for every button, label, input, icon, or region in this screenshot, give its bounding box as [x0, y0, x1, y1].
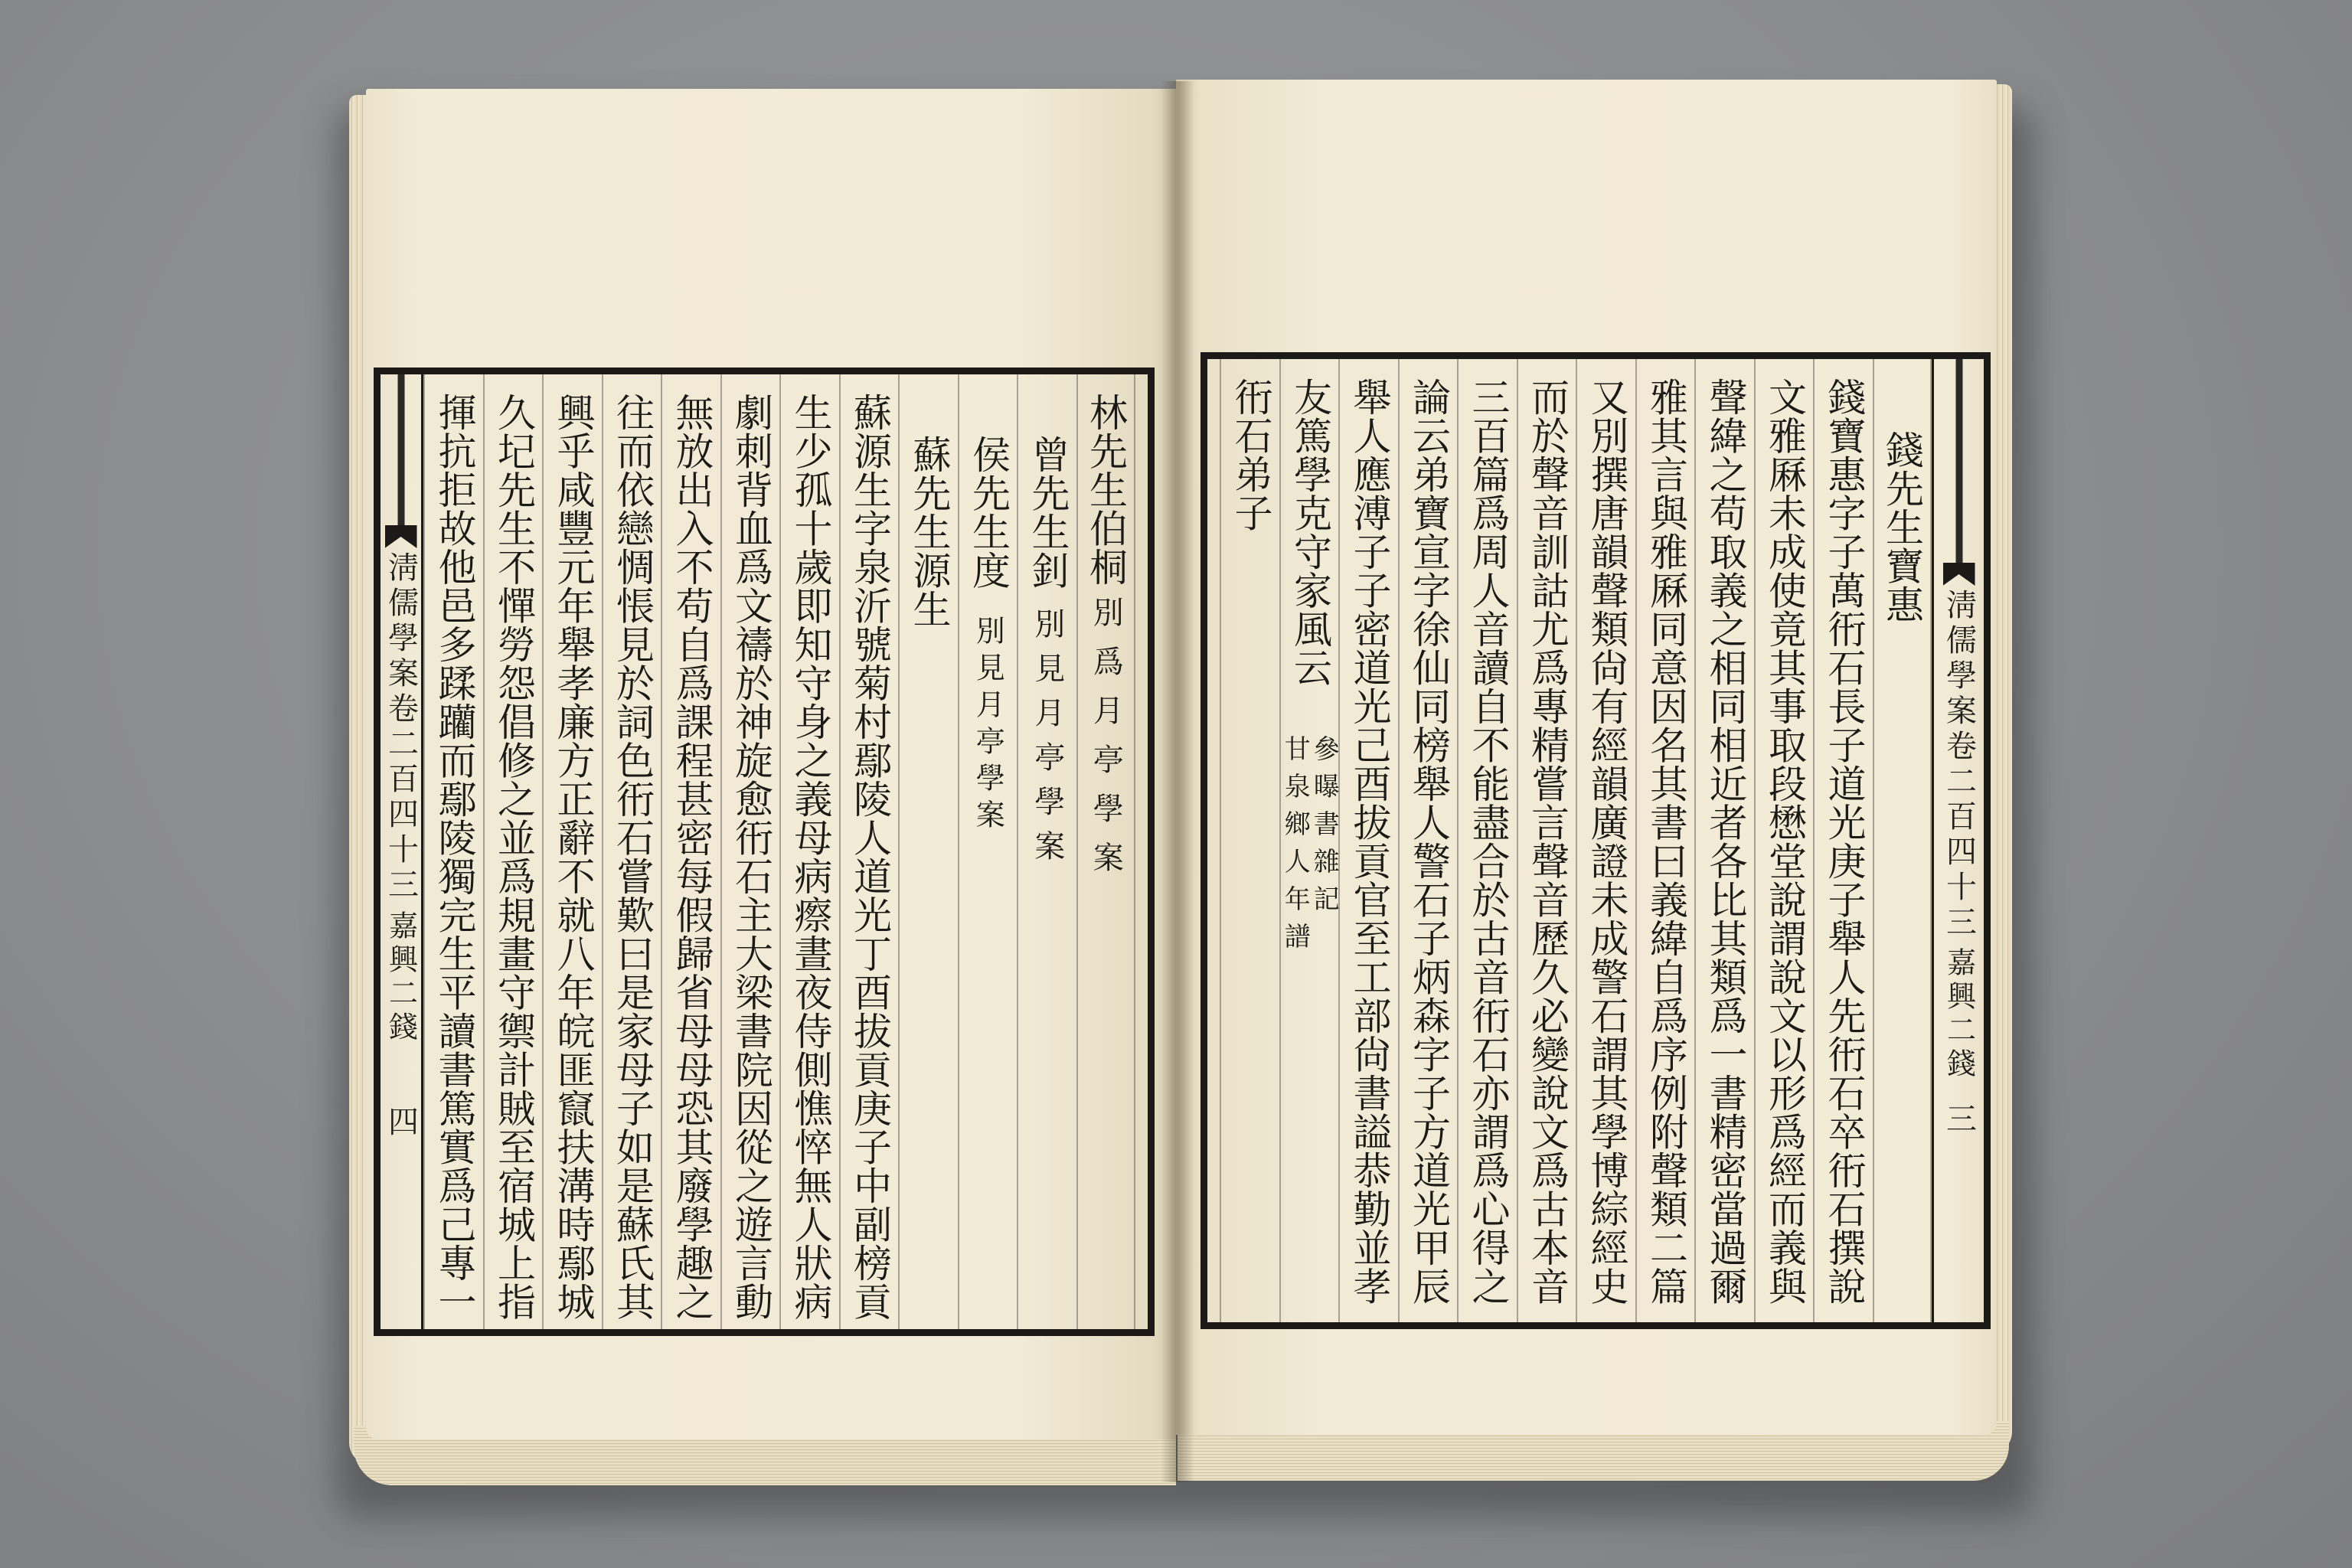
elephant-trunk-mark: [397, 374, 404, 525]
text-column: [1398, 359, 1458, 1322]
text-column: [1017, 374, 1076, 1329]
heading-text: 蘇先生源生: [906, 435, 952, 629]
body-text: 論云弟寶宣字徐仙同榜舉人警石子炳森字子方道光甲辰: [1406, 377, 1451, 1305]
text-column: [483, 374, 543, 1329]
elephant-trunk-mark: [1955, 359, 1962, 563]
body-text: 劇刺背血爲文禱於神旋愈衎石主大梁書院因從之遊言動: [729, 393, 773, 1321]
heading-text: 林先生伯桐: [1083, 393, 1128, 586]
body-text: 久圮先生不憚勞怨倡修之並爲規畫守禦計賊至宿城上指: [492, 393, 536, 1321]
body-text: 往而依戀惆悵見於詞色衎石嘗歎曰是家母子如是蘇氏其: [610, 393, 655, 1321]
text-column: [661, 374, 720, 1329]
heading-text: 侯先生度: [966, 435, 1011, 590]
body-text: 雅其言與雅厤同意因名其書曰義緯自爲序例附聲類二篇: [1644, 377, 1688, 1305]
text-column: [423, 374, 483, 1329]
text-column: [1338, 359, 1398, 1322]
text-column: [1517, 359, 1576, 1322]
text-column: [898, 374, 958, 1329]
annotation-note: 別見月亭學案: [971, 616, 1005, 836]
running-head-title: 淸儒學案卷二百四十三: [383, 551, 419, 903]
book-spine-gutter: [1161, 81, 1194, 1482]
text-column: [1220, 359, 1279, 1322]
page-number: 三: [1941, 1102, 1977, 1133]
note-right-line: 參曝書雜記: [1308, 735, 1340, 923]
text-column: [1694, 359, 1754, 1322]
left-page-print-frame: [374, 368, 1155, 1336]
heading-text: 錢先生寶惠: [1880, 430, 1924, 624]
right-running-head: [1932, 359, 1984, 1322]
right-page-print-frame: [1200, 352, 1991, 1329]
text-column: [839, 374, 899, 1329]
body-text: 興乎咸豐元年舉孝廉方正辭不就八年皖匪竄扶溝時鄢城: [550, 393, 596, 1321]
running-head-section: 嘉興二錢: [384, 910, 418, 1045]
running-head-title: 淸儒學案卷二百四十三: [1941, 589, 1977, 941]
body-text: 舉人應溥子子密道光己酉拔貢官至工部尙書謚恭勤並孝: [1347, 377, 1392, 1305]
annotation-note: 別爲月亭學案: [1088, 596, 1124, 890]
text-column: [1457, 359, 1517, 1322]
body-text: 又別撰唐韻聲類尙有經韻廣證未成警石謂其學博綜經史: [1584, 377, 1629, 1305]
text-column: [1813, 359, 1873, 1322]
note-left-line: 甘泉鄉人年譜: [1279, 735, 1311, 960]
body-text: 三百篇爲周人音讀自不能盡合於古音衎石亦謂爲心得之: [1465, 377, 1511, 1305]
right-text-columns: [1220, 359, 1932, 1322]
text-column: [958, 374, 1018, 1329]
fishtail-mark: [1943, 563, 1975, 586]
text-column: [1576, 359, 1635, 1322]
text-column: [779, 374, 839, 1329]
body-text: 文雅厤未成使竟其事取段懋堂說謂說文以形爲經而義與: [1762, 377, 1807, 1305]
running-head-section: 嘉興二錢: [1942, 947, 1976, 1082]
text-column: [1873, 359, 1932, 1322]
double-line-note: [1279, 735, 1340, 960]
body-text: 生少孤十歲即知守身之義母病瘵晝夜侍側憔悴無人狀病: [788, 393, 833, 1321]
text-column: [1635, 359, 1695, 1322]
body-text: 而於聲音訓詁尤爲專精嘗言聲音歷久必變說文爲古本音: [1525, 377, 1570, 1305]
text-column: [1754, 359, 1814, 1322]
annotation-note: 別見月亭學案: [1029, 608, 1065, 874]
body-text: 蘇源生字泉沂號菊村鄢陵人道光丁酉拔貢庚子中副榜貢: [848, 393, 892, 1321]
left-running-head: [381, 374, 423, 1329]
page-number: 四: [383, 1106, 419, 1136]
body-text: 錢寶惠字子萬衎石長子道光庚子舉人先衎石卒衎石撰說: [1821, 377, 1867, 1305]
text-column: [1279, 359, 1339, 1322]
text-column: [720, 374, 780, 1329]
text-column: [542, 374, 602, 1329]
body-text: 衎石弟子: [1228, 377, 1273, 532]
text-column: [1076, 374, 1136, 1329]
left-text-columns: [423, 374, 1135, 1329]
body-text: 友篤學克守家風云: [1288, 377, 1332, 687]
fishtail-mark: [385, 525, 417, 548]
body-text: 無放出入不苟自爲課程甚密每假歸省母母恐其廢學趣之: [669, 393, 714, 1321]
body-text: 聲緯之苟取義之相同相近者各比其類爲一書精密當過爾: [1703, 377, 1748, 1305]
heading-text: 曾先生釗: [1025, 435, 1070, 590]
text-column: [602, 374, 662, 1329]
body-text: 揮抗拒故他邑多蹂躪而鄢陵獨完生平讀書篤實爲己專一: [432, 393, 477, 1321]
